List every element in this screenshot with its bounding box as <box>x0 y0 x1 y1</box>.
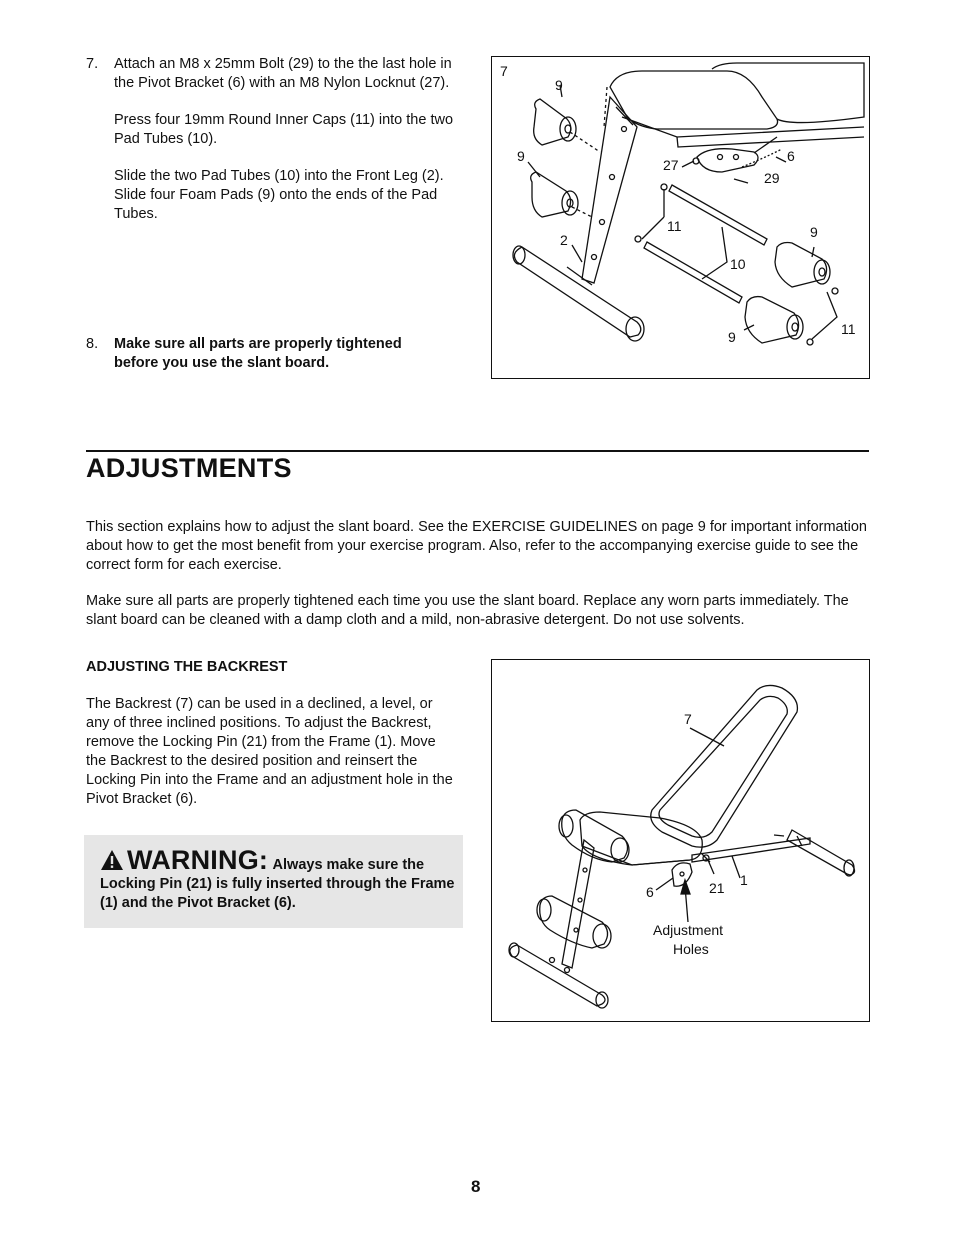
subsection-heading: ADJUSTING THE BACKREST <box>86 659 288 675</box>
bench-drawing <box>492 660 871 1023</box>
step-7-paragraph-2: Press four 19mm Round Inner Caps (11) into the two Pad Tubes (10). <box>114 112 454 147</box>
step-7-paragraph-1: Attach an M8 x 25mm Bolt (29) to the the last hole in the Pivot Bracket (6) with an M8 Nylon Locknut (27). <box>114 56 452 91</box>
step-8 <box>86 335 476 375</box>
part-label: 11 <box>667 218 682 234</box>
part-label: 10 <box>730 256 746 272</box>
step-7 <box>86 55 476 255</box>
section-title: ADJUSTMENTS <box>86 453 292 483</box>
section-divider <box>86 450 869 452</box>
step-8-text: Make sure all parts are properly tightened before you use the slant board. <box>114 336 402 371</box>
part-label: 9 <box>517 148 525 164</box>
step-number: 8. <box>86 336 99 352</box>
warning-title: WARNING: <box>127 845 269 875</box>
part-label: 27 <box>663 157 679 173</box>
part-label: 1 <box>740 872 748 888</box>
part-label: 6 <box>646 884 654 900</box>
part-label: 6 <box>787 148 795 164</box>
warning-box <box>84 835 463 928</box>
intro-paragraph: This section explains how to adjust the slant board. See the EXERCISE GUIDELINES on page 9 for important information about how to get the most benefit from your exercise program. Also, refer to the accompanying exercise guide to see the correct form for each exercise. <box>86 519 867 573</box>
part-label: 9 <box>555 77 563 93</box>
warning-text: Locking Pin (21) is fully inserted through the Frame (1) and the Pivot Bracket (6). <box>100 876 455 911</box>
step-number: 7. <box>86 56 99 72</box>
bench-figure <box>491 659 870 1022</box>
part-label: 21 <box>709 880 725 896</box>
callout-label: Adjustment <box>653 922 724 938</box>
backrest-instructions: The Backrest (7) can be used in a declined, a level, or any of three inclined positions. To adjust the Backrest, remove the Locking Pin (21) from the Frame (1). Move the Backrest to the desired position and reinsert the Locking Pin into the Frame and an adjustment hole in the Pivot Bracket (6). <box>86 696 453 807</box>
part-label: 29 <box>764 170 780 186</box>
warning-icon <box>100 849 124 876</box>
part-label: 2 <box>560 232 568 248</box>
part-label: 7 <box>684 711 692 727</box>
warning-lead: Always make sure the <box>272 857 425 873</box>
step-7-paragraph-3: Slide the two Pad Tubes (10) into the Front Leg (2). Slide four Foam Pads (9) onto the ends of the Pad Tubes. <box>114 168 444 222</box>
part-label: 9 <box>728 329 736 345</box>
callout-label: Holes <box>673 941 709 957</box>
part-label: 9 <box>810 224 818 240</box>
figure-step-number: 7 <box>500 63 508 79</box>
page-number: 8 <box>471 1177 481 1196</box>
maintenance-paragraph: Make sure all parts are properly tightened each time you use the slant board. Replace any worn parts immediately. The slant board can be cleaned with a damp cloth and a mild, non-abrasive detergent. Do not use solvents. <box>86 593 849 628</box>
assembly-figure <box>491 56 870 379</box>
part-label: 11 <box>841 321 856 337</box>
